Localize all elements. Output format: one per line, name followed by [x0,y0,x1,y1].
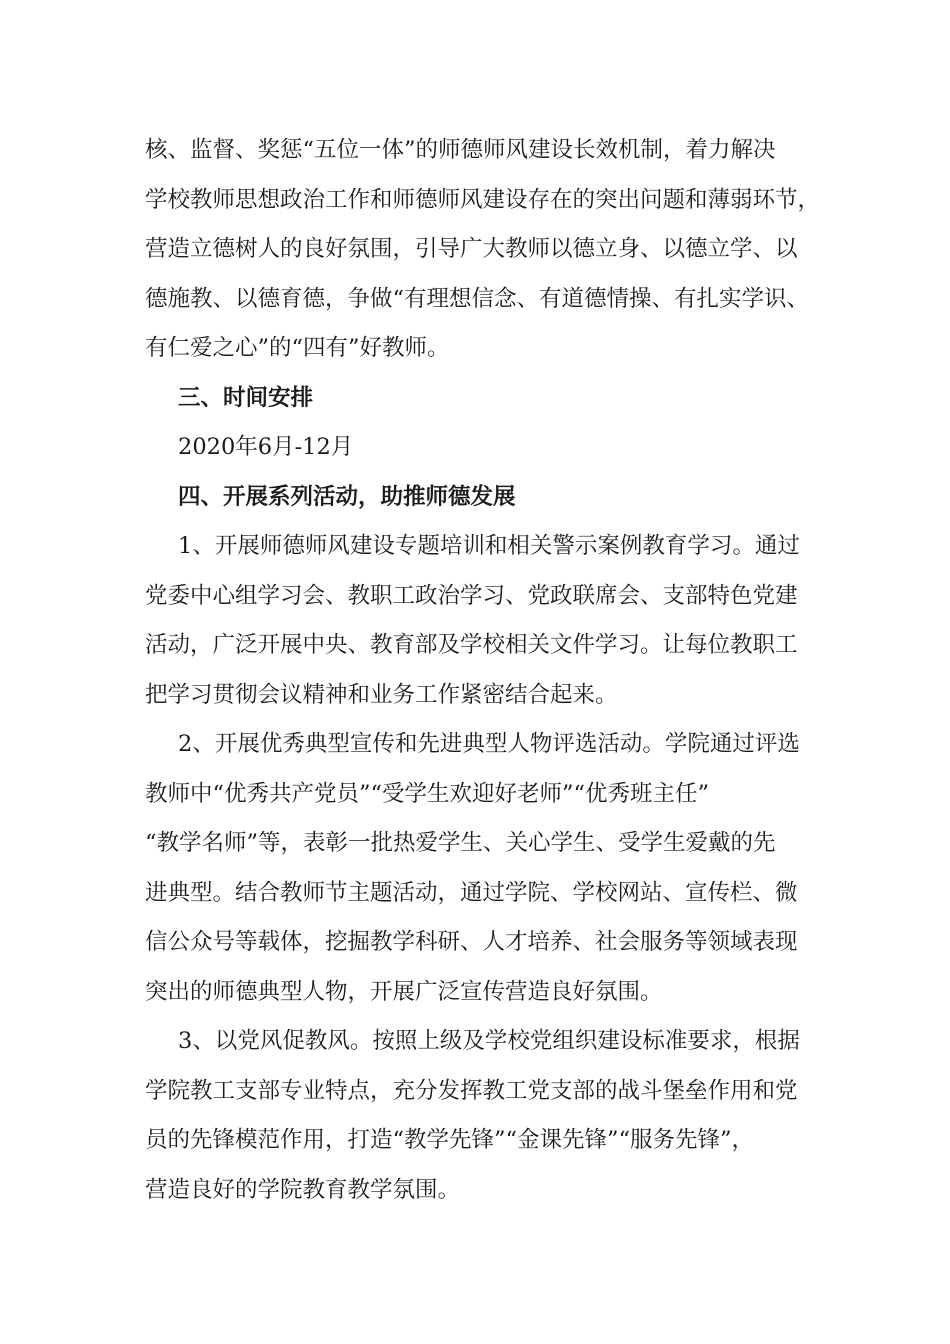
paragraph-line: 德施教、以德育德，争做“有理想信念、有道德情操、有扎实学识、 [145,285,810,312]
schedule-date-range: 2020年6月-12月 [178,434,354,460]
section-heading-schedule: 三、时间安排 [178,384,314,411]
paragraph-intro [145,126,835,374]
paragraph-line: 进典型。结合教师节主题活动，通过学院、学校网站、宣传栏、微 [145,879,798,906]
section-heading-activities: 四、开展系列活动，助推师德发展 [178,483,516,510]
paragraph-line: 2、开展优秀典型宣传和先进典型人物评选活动。学院通过评选 [178,731,800,757]
paragraph-line: 突出的师德典型人物，开展广泛宣传营造良好氛围。 [145,978,663,1005]
activity-item-2 [145,720,835,1017]
paragraph-line: 有仁爱之心”的“四有”好教师。 [145,335,450,361]
paragraph-line: 学校教师思想政治工作和师德师风建设存在的突出问题和薄弱环节， [145,186,821,213]
paragraph-line: 员的先锋模范作用，打造“教学先锋”“金课先锋”“服务先锋”， [145,1127,755,1153]
activity-item-3 [145,1017,835,1215]
paragraph-line: 营造良好的学院教育教学氛围。 [145,1176,461,1203]
paragraph-line: 教师中“优秀共产党员”“受学生欢迎好老师”“优秀班主任” [145,780,710,807]
paragraph-line: 活动，广泛开展中央、教育部及学校相关文件学习。让每位教职工 [145,632,798,658]
paragraph-line: 学院教工支部专业特点，充分发挥教工党支部的战斗堡垒作用和党 [145,1077,798,1104]
paragraph-line: 1、开展师德师风建设专题培训和相关警示案例教育学习。通过 [178,533,800,559]
paragraph-line: 3、以党风促教风。按照上级及学校党组织建设标准要求，根据 [178,1028,800,1054]
paragraph-line: 核、监督、奖惩“五位一体”的师德师风建设长效机制，着力解决 [145,137,776,163]
paragraph-line: 信公众号等载体，挖掘教学科研、人才培养、社会服务等领域表现 [145,929,798,955]
paragraph-line: “教学名师”等，表彰一批热爱学生、关心学生、受学生爱戴的先 [145,830,776,856]
paragraph-line: 把学习贯彻会议精神和业务工作紧密结合起来。 [145,681,618,708]
document-body [145,126,835,1215]
paragraph-line: 营造立德树人的良好氛围，引导广大教师以德立身、以德立学、以 [145,236,798,262]
activity-item-1 [145,522,835,720]
paragraph-line: 党委中心组学习会、教职工政治学习、党政联席会、支部特色党建 [145,582,798,609]
